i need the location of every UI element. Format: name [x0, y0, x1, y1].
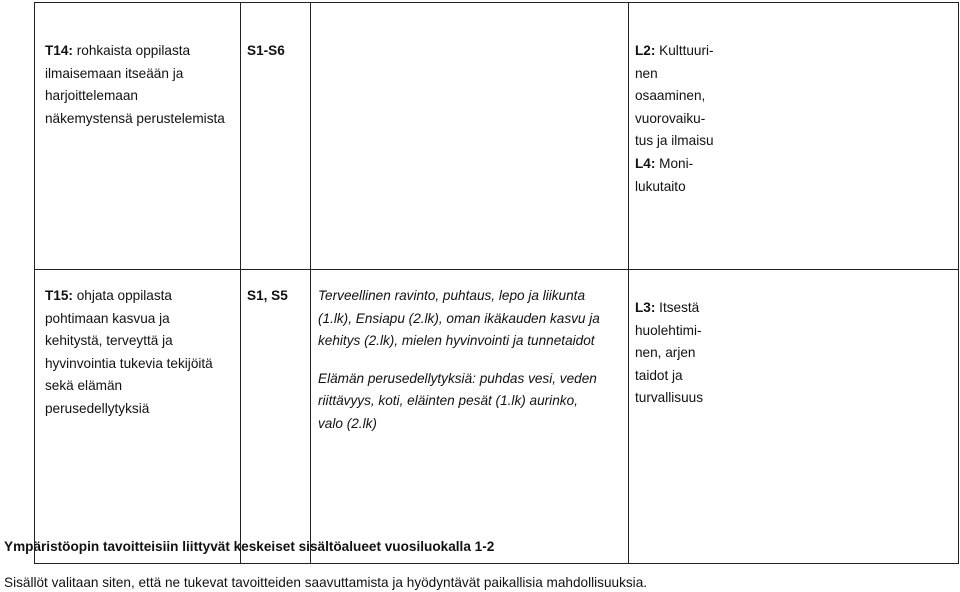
goal-text: harjoittelemaan: [45, 88, 138, 104]
content-text: Elämän perusedellytyksiä: puhdas vesi, veden: [318, 370, 597, 386]
content-text: riittävyys, koti, eläinten pesät (1.lk) aurinko,: [318, 393, 578, 409]
goal-text: sekä elämän: [45, 378, 123, 394]
competence-text: vuorovaiku-: [635, 110, 706, 126]
content-paragraph: [318, 368, 622, 436]
competence-cell: [629, 270, 959, 564]
content-cell: [311, 3, 629, 270]
goal-text: kehitystä, terveyttä ja: [45, 333, 173, 349]
goal-code: T15:: [45, 288, 73, 303]
content-area-code: S1, S5: [247, 288, 288, 303]
content-area-code: S1-S6: [247, 43, 285, 58]
goal-text: ohjata oppilasta: [76, 288, 172, 303]
section-heading: Ympäristöopin tavoitteisiin liittyvät keskeiset sisältöalueet vuosiluokalla 1-2: [4, 539, 495, 554]
competence-code: L2:: [635, 43, 656, 58]
competence-text: lukutaito: [635, 178, 686, 194]
goal-cell: [35, 3, 241, 270]
competence-text: taidot ja: [635, 367, 683, 383]
goal-text: perusedellytyksiä: [45, 400, 150, 416]
competence-cell: [629, 3, 959, 270]
competence-text: huolehtimi-: [635, 322, 702, 338]
goal-text: ilmaisemaan itseään ja: [45, 65, 184, 81]
goal-text: pohtimaan kasvua ja: [45, 310, 170, 326]
competence-code: L3:: [635, 300, 656, 315]
content-cell: [311, 270, 629, 564]
competence-text: nen: [635, 65, 658, 81]
goal-text: näkemystensä perustelemista: [45, 110, 225, 126]
competence-text: Itsestä: [659, 300, 700, 315]
content-area-cell: [241, 270, 311, 564]
competence-text: osaaminen,: [635, 88, 706, 104]
content-text: kehitys (2.lk), mielen hyvinvointi ja tunnetaidot: [318, 333, 595, 349]
competence-code: L4:: [635, 155, 656, 171]
content-area-cell: [241, 3, 311, 270]
table-row: [35, 270, 959, 564]
content-text: valo (2.lk): [318, 415, 377, 431]
competence-text: tus ja ilmaisu: [635, 133, 714, 149]
section-text: Sisällöt valitaan siten, että ne tukevat tavoitteiden saavuttamista ja hyödyntävät paikallisia mahdollisuuksia.: [4, 575, 648, 590]
competence-text: Kulttuuri-: [659, 43, 714, 58]
table-row: [35, 3, 959, 270]
goal-text: rohkaista oppilasta: [76, 43, 191, 58]
goal-code: T14:: [45, 43, 73, 58]
goal-cell: [35, 270, 241, 564]
competence-text: nen, arjen: [635, 345, 696, 361]
competence-text: Moni-: [659, 155, 694, 171]
objectives-table: [34, 2, 959, 564]
content-text: Terveellinen ravinto, puhtaus, lepo ja liikunta: [318, 288, 586, 303]
competence-text: turvallisuus: [635, 390, 703, 406]
content-paragraph: [318, 285, 622, 353]
goal-text: hyvinvointia tukevia tekijöitä: [45, 355, 213, 371]
content-text: (1.lk), Ensiapu (2.lk), oman ikäkauden kasvu ja: [318, 310, 600, 326]
